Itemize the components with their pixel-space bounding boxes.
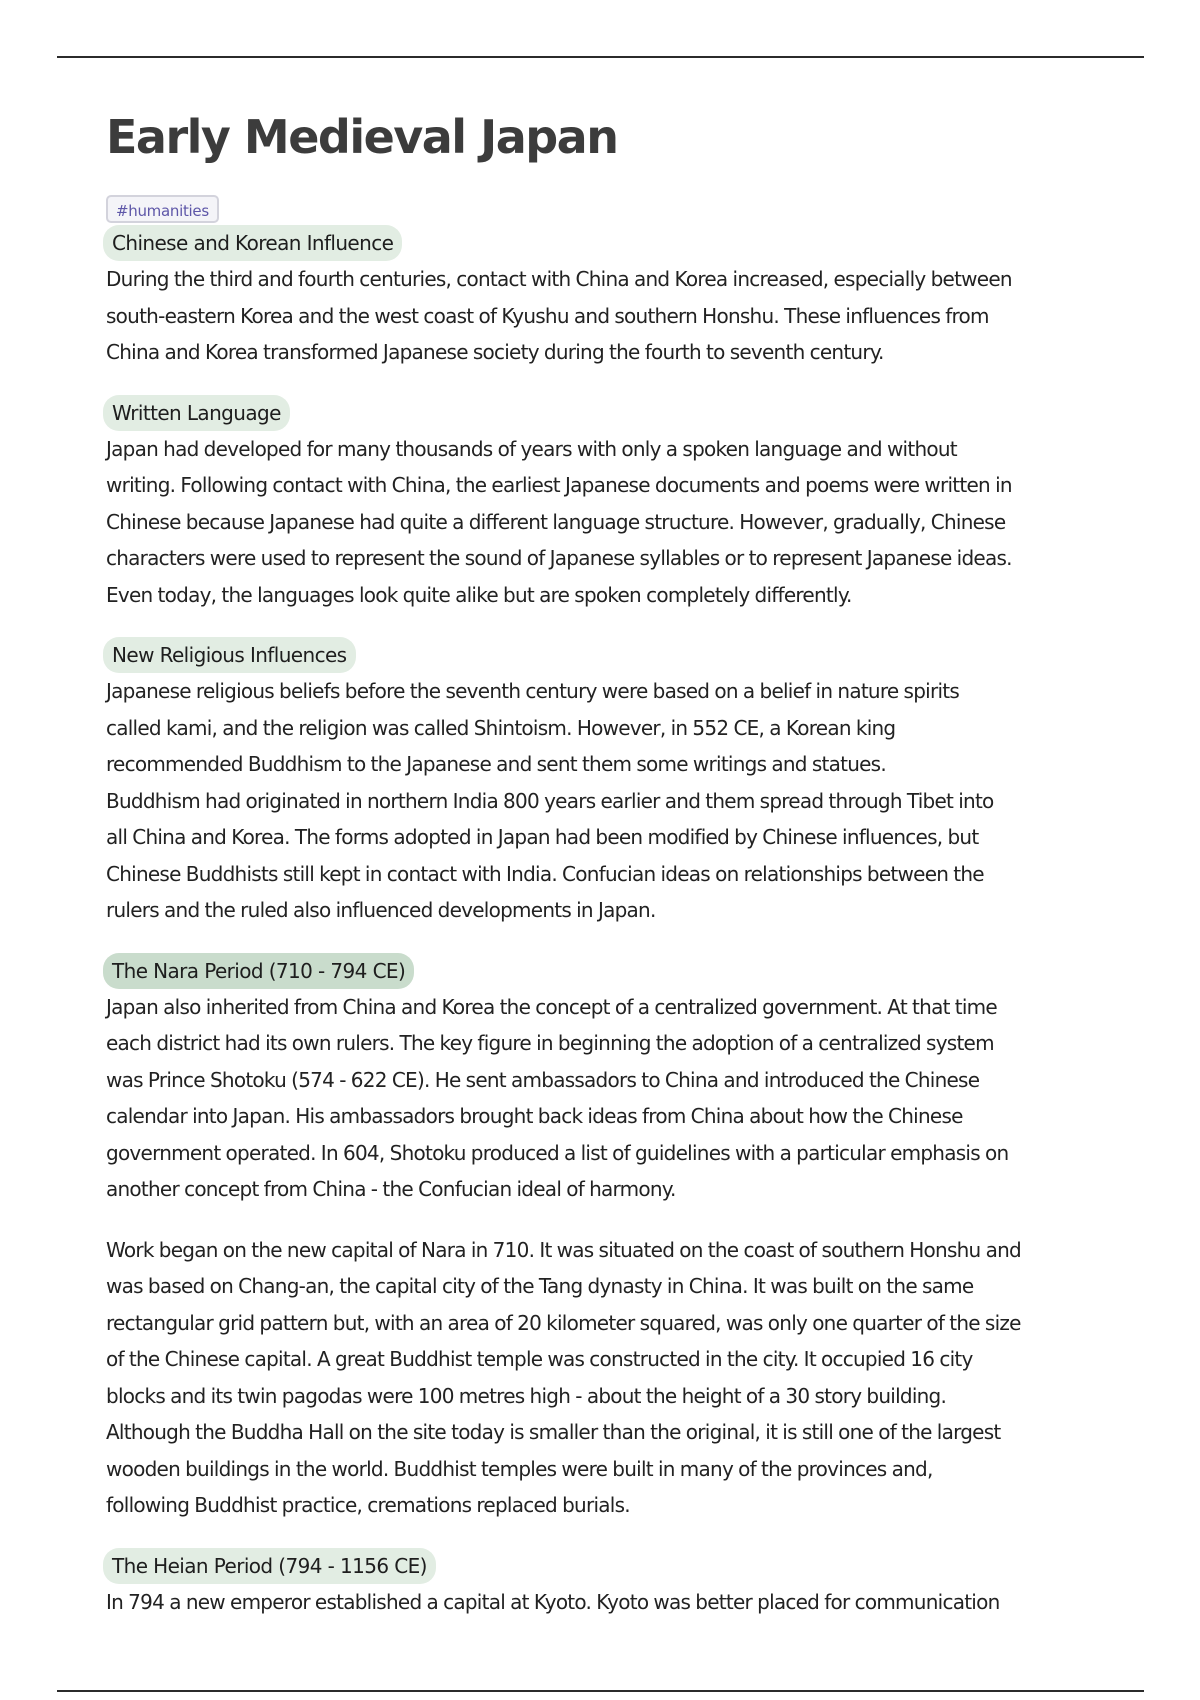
paragraph: In 794 a new emperor established a capital at Kyoto. Kyoto was better placed for communication [106, 1589, 1000, 1614]
section-new-religious-influences [106, 637, 1101, 929]
document-page [106, 100, 1101, 1620]
bottom-divider [57, 1690, 1144, 1692]
section-chinese-korean-influence [106, 225, 1101, 371]
section-heading: The Nara Period (710 - 794 CE) [103, 953, 414, 989]
paragraph: Japanese religious beliefs before the seventh century were based on a belief in nature spirits called kami, and the religion was called Shintoism. However, in 552 CE, a Korean king recommended Buddhism to the Japanese and sent them some writings and statues. Buddhism had originated in northern India 800 years earlier and them spread through Tibet into all China and Korea. The forms adopted in Japan had been modified by Chinese influences, but Chinese Buddhists still kept in contact with India. Confucian ideas on relationships between the rulers and the ruled also influenced developments in Japan. [106, 679, 994, 922]
tag-badge[interactable]: #humanities [106, 195, 219, 223]
paragraph: Japan also inherited from China and Korea the concept of a centralized government. At that time each district had its own rulers. The key figure in beginning the adoption of a centralized system was Prince Shotoku (574 - 622 CE). He sent ambassadors to China and introduced the Chinese calendar into Japan. His ambassadors brought back ideas from China about how the Chinese government operated. In 604, Shotoku produced a list of guidelines with a particular emphasis on another concept from China - the Confucian ideal of harmony. [106, 994, 1009, 1201]
section-heading: New Religious Influences [103, 637, 356, 673]
section-nara-period [106, 953, 1101, 1524]
top-divider [57, 56, 1144, 58]
paragraph: During the third and fourth centuries, contact with China and Korea increased, especially between south-eastern Korea and the west coast of Kyushu and southern Honshu. These influences from China and Korea transformed Japanese society during the fourth to seventh century. [106, 267, 1012, 364]
section-heading: Chinese and Korean Influence [103, 225, 402, 261]
section-written-language [106, 395, 1101, 614]
paragraph: Work began on the new capital of Nara in 710. It was situated on the coast of southern Honshu and was based on Chang-an, the capital city of the Tang dynasty in China. It was built on the same rectangular grid pattern but, with an area of 20 kilometer squared, was only one quarter of the size of the Chinese capital. A great Buddhist temple was constructed in the city. It occupied 16 city blocks and its twin pagodas were 100 metres high - about the height of a 30 story building. Although the Buddha Hall on the site today is smaller than the original, it is still one of the largest wooden buildings in the world. Buddhist temples were built in many of the provinces and, following Buddhist practice, cremations replaced burials. [106, 1237, 1021, 1517]
paragraph: Japan had developed for many thousands of years with only a spoken language and without writing. Following contact with China, the earliest Japanese documents and poems were written in Chinese because Japanese had quite a different language structure. However, gradually, Chinese characters were used to represent the sound of Japanese syllables or to represent Japanese ideas. Even today, the languages look quite alike but are spoken completely differently. [106, 436, 1012, 607]
section-heading: The Heian Period (794 - 1156 CE) [103, 1548, 436, 1584]
section-heian-period [106, 1548, 1101, 1621]
section-heading: Written Language [103, 395, 290, 431]
page-title: Early Medieval Japan [106, 110, 618, 164]
